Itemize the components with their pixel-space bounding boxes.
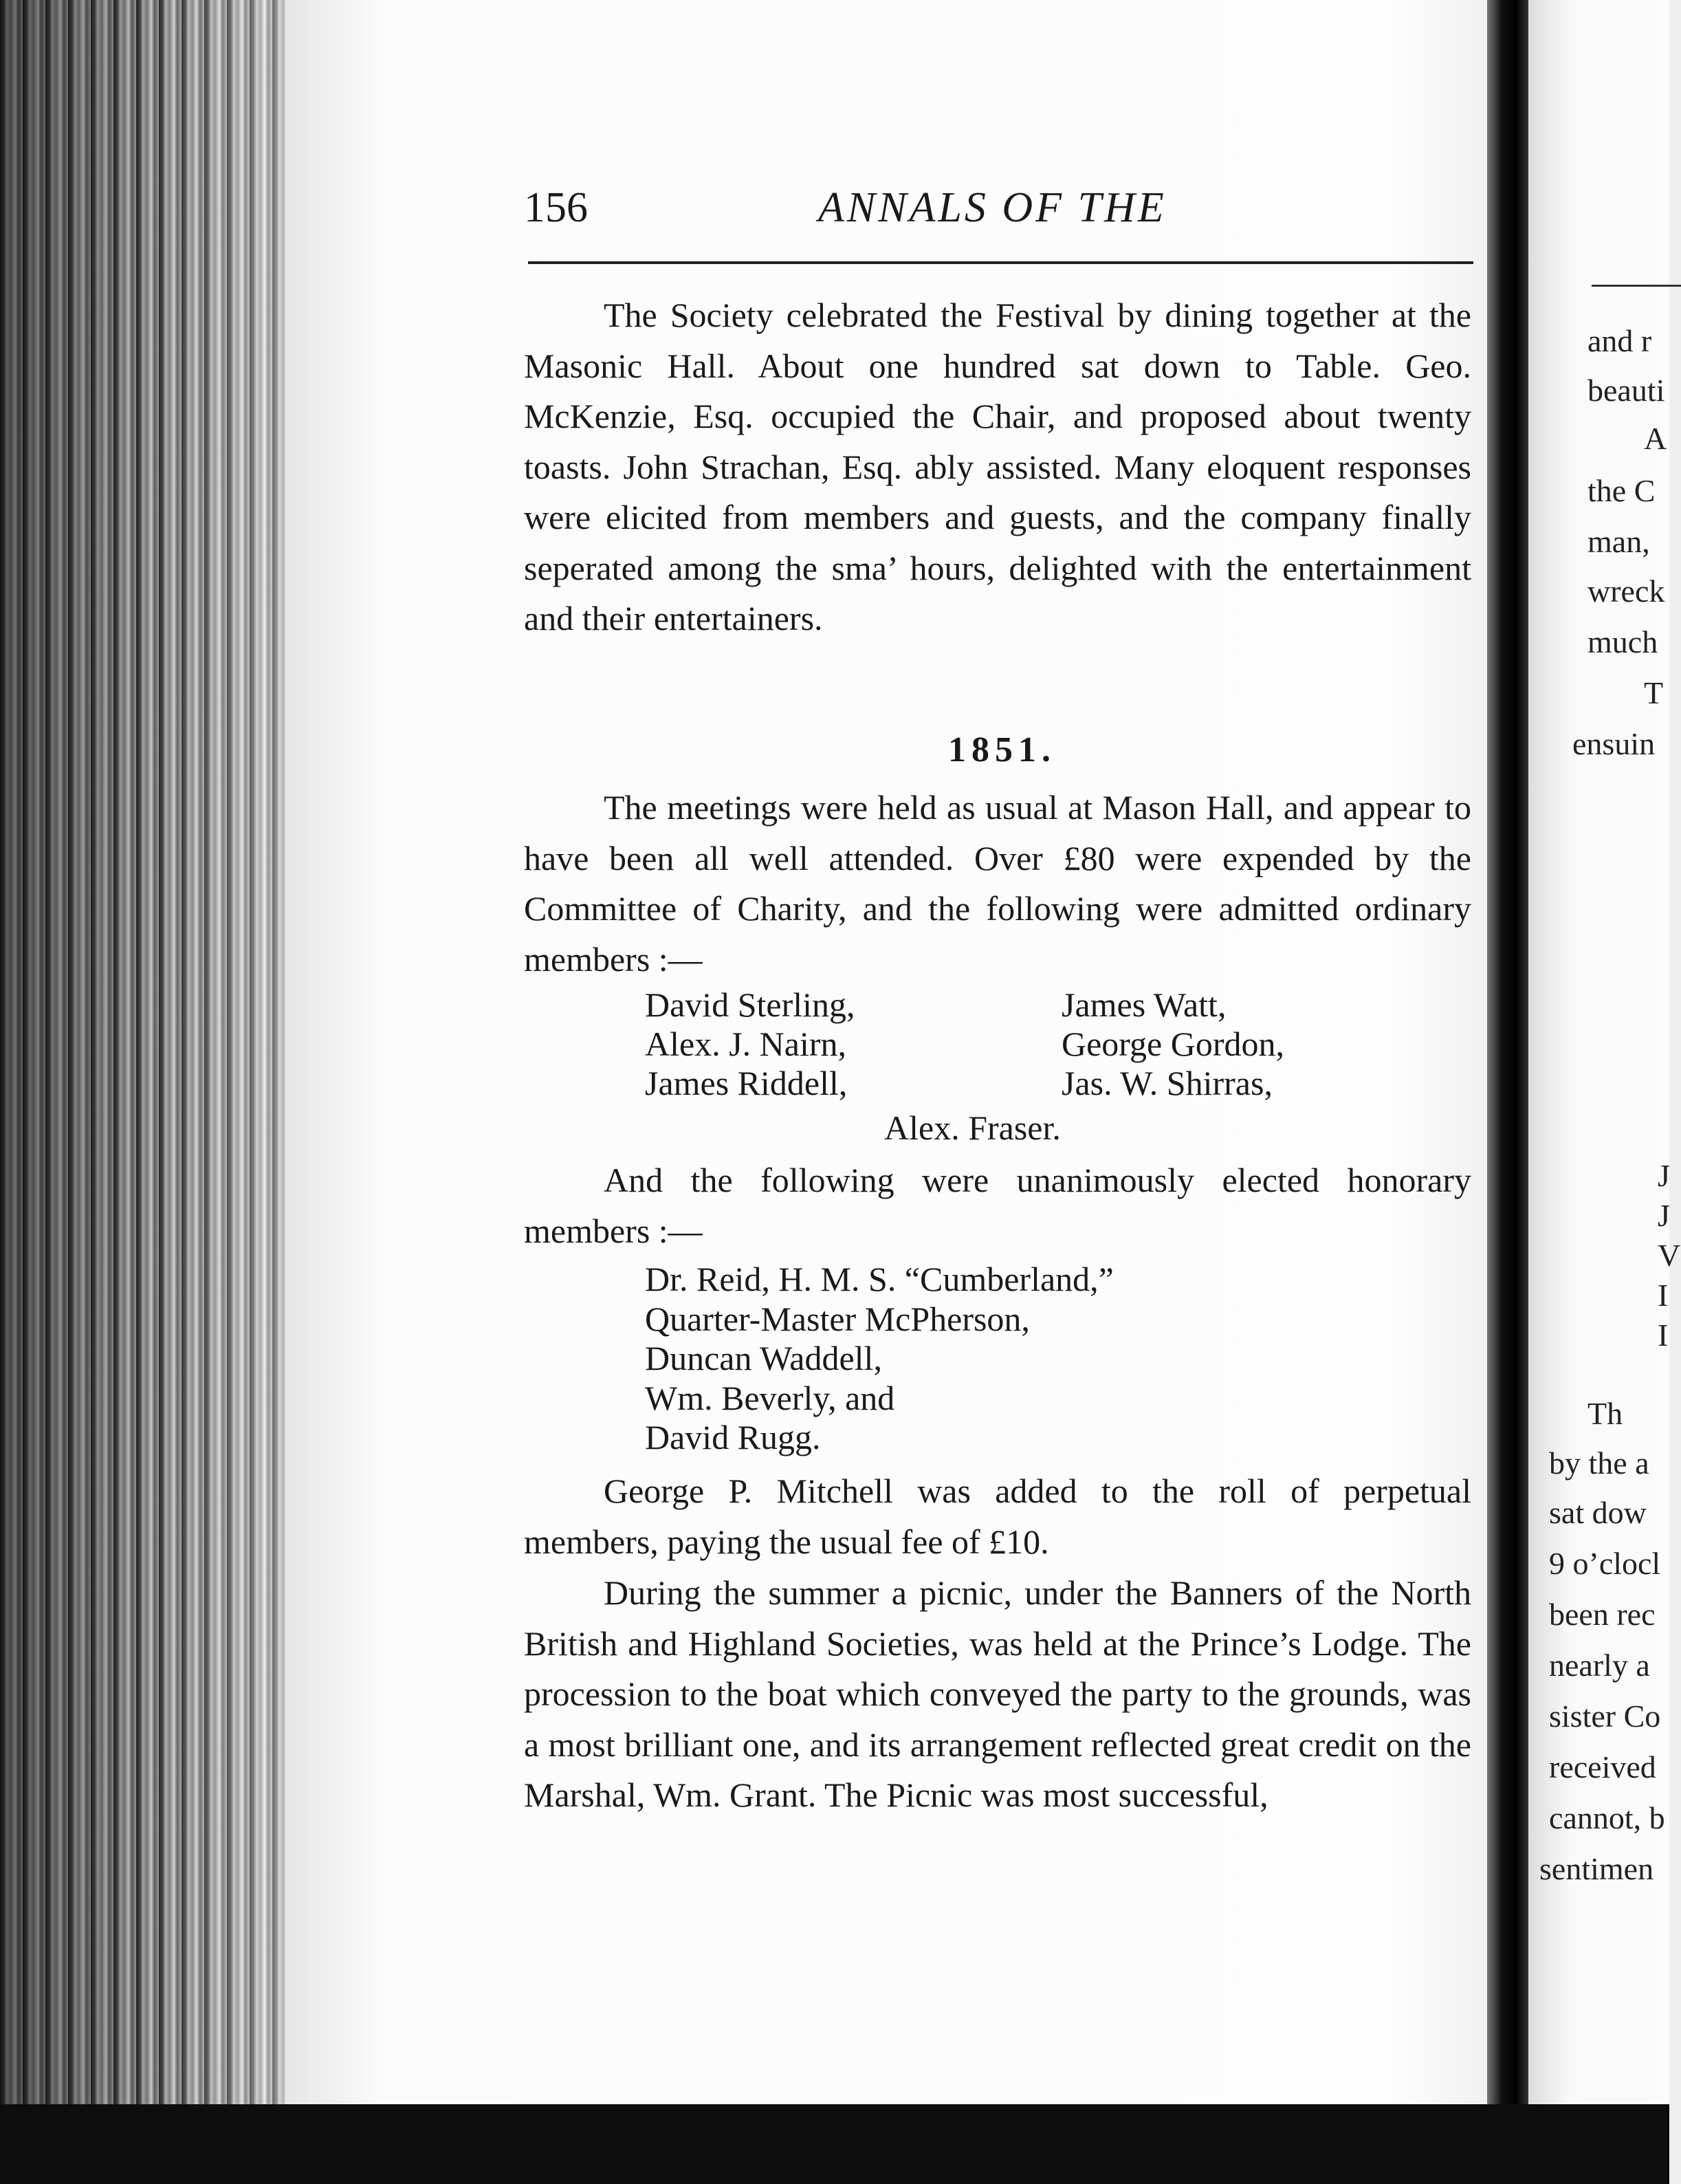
ordinary-members-list [645, 985, 1284, 1103]
page-number: 156 [524, 184, 588, 231]
list-item: Wm. Beverly, and [645, 1378, 895, 1417]
facing-line: sentimen [1539, 1851, 1654, 1886]
facing-line: much [1587, 624, 1658, 659]
facing-list-glyph: I [1658, 1318, 1669, 1353]
facing-line: the C [1587, 473, 1656, 508]
facing-line: 9 o’clocl [1549, 1546, 1661, 1581]
list-item: Dr. Reid, H. M. S. “Cumberland,” [645, 1260, 1114, 1298]
year-heading: 1851. [948, 730, 1056, 769]
facing-line: cannot, b [1549, 1800, 1665, 1835]
member-name: David Sterling, [645, 985, 855, 1024]
facing-line: sat dow [1549, 1495, 1647, 1530]
member-name: James Riddell, [645, 1064, 848, 1102]
member-name-last: Alex. Fraser. [884, 1109, 1061, 1147]
list-item: Duncan Waddell, [645, 1339, 882, 1377]
honorary-members-list [645, 1260, 1114, 1458]
facing-line: A [1644, 421, 1667, 456]
facing-line: ensuin [1572, 726, 1656, 761]
facing-line: and r [1587, 323, 1652, 358]
facing-header-rule [1592, 285, 1681, 287]
facing-line: wreck [1587, 574, 1665, 609]
member-row [645, 1025, 1284, 1064]
member-name: George Gordon, [1062, 1025, 1284, 1063]
bottom-shadow [0, 2104, 1669, 2184]
paragraph-meetings: The meetings were held as usual at Mason Hall, and appear to have been all well attended. Over £80 were expended by the Committee of Charity, and the following were admitted ordinary members :— [524, 788, 1471, 979]
list-item: David Rugg. [645, 1418, 821, 1456]
facing-line: by the a [1549, 1445, 1649, 1481]
facing-list-glyph: I [1658, 1278, 1669, 1313]
facing-line: received [1549, 1749, 1656, 1784]
book-gutter [1487, 0, 1528, 2184]
facing-list-glyph: V [1658, 1238, 1681, 1273]
facing-line: been rec [1549, 1597, 1656, 1632]
paragraph-perpetual: George P. Mitchell was added to the roll of perpetual members, paying the usual fee of £10. [524, 1472, 1471, 1561]
running-head: ANNALS OF THE [818, 184, 1167, 231]
member-row [645, 985, 1284, 1025]
list-item: Quarter-Master McPherson, [645, 1299, 1030, 1338]
facing-line: man, [1587, 524, 1650, 559]
header-rule [528, 261, 1473, 264]
paragraph-picnic: During the summer a picnic, under the Banners of the North British and Highland Societies, was held at the Prince’s Lodge. The procession to the boat which conveyed the party to the grounds, was a most brilliant one, and its arrangement reflected great credit on the Marshal, Wm. Grant. The Picnic was most successful, [524, 1573, 1471, 1814]
member-row [645, 1064, 1284, 1103]
member-name: Alex. J. Nairn, [645, 1025, 846, 1063]
facing-page [1528, 0, 1681, 2184]
paragraph-honorary: And the following were unanimously elected honorary members :— [524, 1161, 1471, 1250]
facing-list-glyph: J [1658, 1198, 1670, 1233]
member-name: James Watt, [1062, 985, 1227, 1024]
facing-line: Th [1587, 1396, 1623, 1431]
paragraph-festival: The Society celebrated the Festival by dining together at the Masonic Hall. About one hundred sat down to Table. Geo. McKenzie, Esq. occupied the Chair, and proposed about twenty toasts. John Strachan, Esq. ably assisted. Many eloquent responses were elicited from members and guests, and the company finally seperated among the sma’ hours, delighted with the entertainment and their entertainers. [524, 296, 1471, 637]
facing-line: T [1644, 675, 1664, 710]
facing-line: nearly a [1549, 1648, 1650, 1683]
page-edges [0, 0, 285, 2184]
facing-list-glyph: J [1658, 1158, 1670, 1193]
facing-line: beauti [1587, 373, 1665, 408]
facing-line: sister Co [1549, 1699, 1661, 1734]
member-name: Jas. W. Shirras, [1062, 1064, 1273, 1102]
